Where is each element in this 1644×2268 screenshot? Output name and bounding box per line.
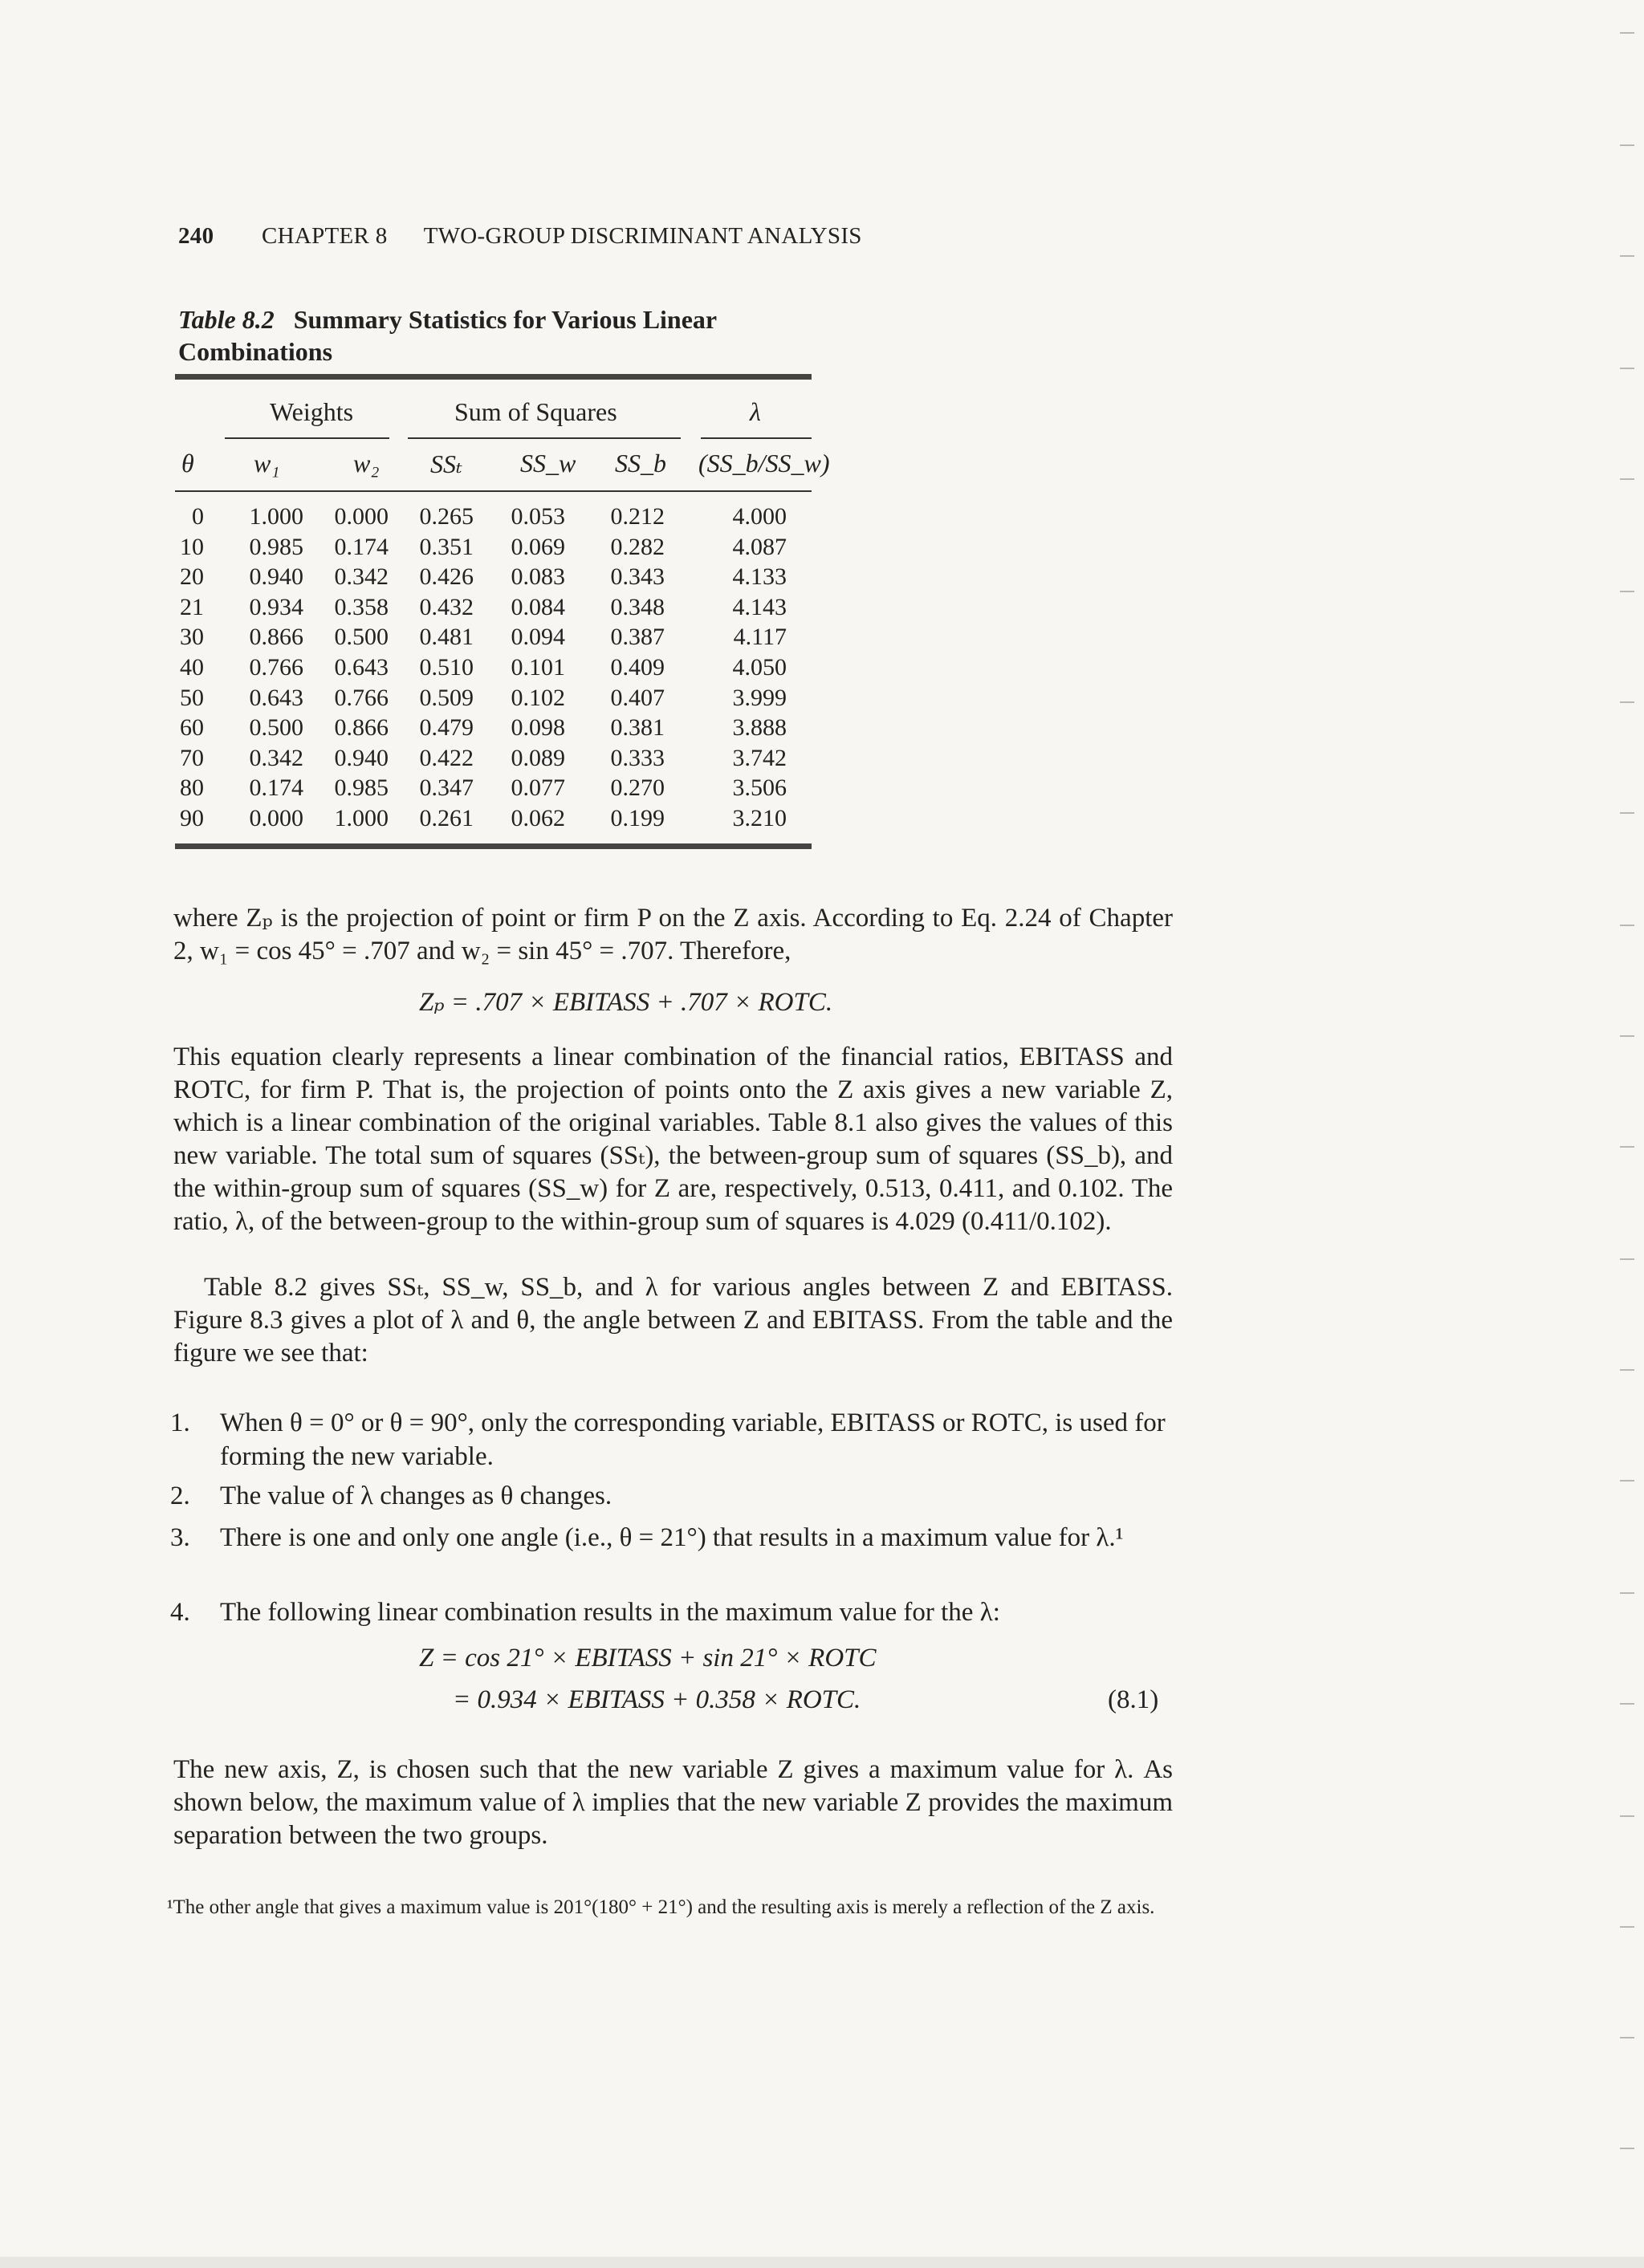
table-cell: 40 [180,653,204,681]
footnote: ¹The other angle that gives a maximum value is 201°(180° + 21°) and the resulting axis is merely a reflection of the Z axis. [167,1896,1155,1918]
table-cell: 0.083 [511,563,565,591]
table-cell: 0.381 [610,714,665,742]
table-cell: 10 [180,533,204,560]
col-w1: w₁ [254,449,280,478]
table-cell: 0.077 [511,774,565,802]
table-row [175,622,812,652]
table-cell: 1.000 [249,503,303,530]
table-cell: 21 [180,593,204,620]
table-row [175,713,812,743]
table-caption-text: Summary Statistics for Various Linear Combinations [178,305,717,366]
table-cell: 50 [180,684,204,711]
table-row [175,652,812,683]
col-w2: w₂ [353,449,380,478]
table-cell: 0.174 [249,774,303,802]
equation-max-line1: Z = cos 21° × EBITASS + sin 21° × ROTC [419,1644,877,1673]
table-cell: 0.432 [419,593,474,620]
table-cell: 0.102 [511,684,565,711]
table-row [175,803,812,834]
table-cell: 0.062 [511,804,565,831]
table-cell: 0.098 [511,714,565,742]
col-theta: θ [181,449,194,478]
table-cell: 3.999 [732,684,787,711]
equation-max-line2: = 0.934 × EBITASS + 0.358 × ROTC. [453,1685,861,1714]
table-group-header [175,380,812,437]
col-lambda-ratio: (SS_b/SS_w) [698,449,830,478]
equation-number: (8.1) [1108,1685,1159,1714]
table-column-header [175,437,830,490]
table-cell: 4.087 [732,533,787,560]
table-cell: 80 [180,774,204,802]
table-cell: 0.265 [419,503,474,530]
table-cell: 0.409 [610,653,665,681]
table-cell: 0.069 [511,533,565,560]
table-cell: 0.342 [249,744,303,771]
table-cell: 0.643 [249,684,303,711]
table-cell: 0.985 [249,533,303,560]
table-cell: 0.089 [511,744,565,771]
table-row [175,683,812,713]
table-caption [178,303,788,368]
table-cell: 0.282 [610,533,665,560]
table-cell: 0.000 [249,804,303,831]
table-cell: 0.500 [334,624,389,651]
table-cell: 0.348 [610,593,665,620]
table-cell: 70 [180,744,204,771]
table-cell: 3.506 [732,774,787,802]
table-row [175,502,812,532]
table-cell: 90 [180,804,204,831]
table-cell: 0.481 [419,624,474,651]
table-cell: 0.766 [334,684,389,711]
table-cell: 4.050 [732,653,787,681]
paragraph-linear-combination: This equation clearly represents a linear combination of the financial ratios, EBITASS and ROTC, for firm P. That is, the projection of points onto the Z axis gives a new variable Z, which is a linear combination of the original variables. Table 8.1 also gives the values of this new variable. The total sum of squares (SSₜ), the between-group sum of squares (SS_b), and the within-group sum of squares (SS_w) for Z are, respectively, 0.513, 0.411, and 0.102. The ratio, λ, of the between-group to the within-group sum of squares is 4.029 (0.411/0.102). [173,1043,1173,1236]
table-cell: 0.766 [249,653,303,681]
table-row [175,743,812,774]
table-cell: 4.117 [733,624,787,651]
table-cell: 0.347 [419,774,474,802]
table-cell: 0.358 [334,593,389,620]
col-ssw: SS_w [520,449,576,478]
table-cell: 0.094 [511,624,565,651]
paragraph-new-axis: The new axis, Z, is chosen such that the new variable Z gives a maximum value for λ. As shown below, the maximum value of λ implies that the new variable Z provides the maximum separation between the two groups. [173,1755,1173,1850]
table-body [175,492,812,843]
table-cell: 0.387 [610,624,665,651]
table-cell: 0.199 [610,804,665,831]
table-cell: 1.000 [334,804,389,831]
table-cell: 0.643 [334,653,389,681]
table-cell: 0.101 [511,653,565,681]
table-cell: 0.053 [511,503,565,530]
table-cell: 4.000 [732,503,787,530]
table-cell: 0.509 [419,684,474,711]
sum-of-squares-header: Sum of Squares [454,397,617,426]
table-cell: 4.133 [732,563,787,591]
document-page: 240 CHAPTER 8 TWO-GROUP DISCRIMINANT ANALYSIS Table 8.2 Summary Statistics for Various Linear Combinations Weights Sum of Squares λ θ w₁ w₂ SSₜ SS_w SS_b (SS_b/SS_w) 0 1.000 0.000 0.265 0.053 0.212 4.000 10 0.985 0.174 0.351 0.069 0.282 4.087 20 0.940 0.342 0.426 0.083 0.343 4.133 21 0.934 0.358 0.432 0.084 0.348 4.143 30 0.866 0.500 0.481 0.094 0.387 4.117 40 0.766 0.643 0.510 0.101 0.409 4.050 50 0.643 0.766 0.509 0.102 0.407 3.999 60 0.500 0.866 0.479 0.098 0.381 3.888 70 0.342 0.940 0.422 0.089 0.333 3.742 80 0.174 0.985 0.347 0.077 0.270 3.506 90 0.000 1.000 0.261 0.062 0.199 3.210 where Zₚ is the projection of point or firm P on the Z axis. According to Eq. 2.24 of Chapter 2, w₁ = cos 45° = .707 and w₂ = sin 45° = .707. Therefore, Zₚ = .707 × EBITASS + .707 × ROTC. This equation clearly represents a linear combination of the financial ratios, EBITASS and ROTC, for firm P. That is, the projection of points onto the Z axis gives a new variable Z, which is a linear combination of the original variables. Table 8.1 also gives the values of this new variable. The total sum of squares (SSₜ), the between-group sum of squares (SS_b), and the within-group sum of squares (SS_w) for Z are, respectively, 0.513, 0.411, and 0.102. The ratio, λ, of the between-group to the within-group sum of squares is 4.029 (0.411/0.102). Table 8.2 gives SSₜ, SS_w, SS_b, and λ for various angles between Z and EBITASS. Figure 8.3 gives a plot of λ and θ, the angle between Z and EBITASS. From the table and the figure we see that: 1. When θ = 0° or θ = 90°, only the corresponding variable, EBITASS or ROTC, is used for forming the new variable. 2. The value of λ changes as θ changes. 3. There is one and only one angle (i.e., θ = 21°) that results in a maximum value for λ.¹ 4. The following linear combination results in the maximum value for the λ: Z = cos 21° × EBITASS + sin 21° × ROTC = 0.934 × EBITASS + 0.358 × ROTC. (8.1) The new axis, Z, is chosen such that the new variable Z gives a maximum value for λ. As shown below, the maximum value of λ implies that the new variable Z provides the maximum separation between the two groups. ¹The other angle that gives a maximum value is 201°(180° + 21°) and the resulting axis is merely a reflection of the Z axis. [0,0,1644,2268]
table-cell: 0.940 [249,563,303,591]
table-cell: 0.934 [249,593,303,620]
table-cell: 3.742 [732,744,787,771]
table-row [175,532,812,563]
page-number: 240 [178,223,214,249]
table-cell: 0.426 [419,563,474,591]
table-cell: 0.343 [610,563,665,591]
equation-zp: Zₚ = .707 × EBITASS + .707 × ROTC. [419,988,833,1017]
table-cell: 0.940 [334,744,389,771]
table-cell: 0.270 [610,774,665,802]
table-cell: 0.351 [419,533,474,560]
table-row [175,592,812,623]
summary-table [175,374,830,849]
table-top-rule [175,374,812,380]
col-ssb: SS_b [615,449,666,478]
table-cell: 0.084 [511,593,565,620]
table-bottom-rule [175,843,812,849]
table-cell: 0.479 [419,714,474,742]
table-cell: 3.210 [732,804,787,831]
table-cell: 0.174 [334,533,389,560]
table-cell: 0.407 [610,684,665,711]
table-cell: 0.422 [419,744,474,771]
table-cell: 0.000 [334,503,389,530]
table-cell: 0.866 [334,714,389,742]
paragraph-projection: where Zₚ is the projection of point or firm P on the Z axis. According to Eq. 2.24 of Chapter 2, w₁ = cos 45° = .707 and w₂ = sin 45° = .707. Therefore, [173,904,1173,965]
table-cell: 0.333 [610,744,665,771]
table-cell: 30 [180,624,204,651]
table-cell: 0.500 [249,714,303,742]
scan-bottom-edge [0,2257,1644,2268]
table-cell: 3.888 [732,714,787,742]
table-label: Table 8.2 [178,305,275,334]
col-sst: SSₜ [430,449,462,478]
table-cell: 4.143 [732,593,787,620]
table-cell: 0.261 [419,804,474,831]
chapter-label: CHAPTER 8 [261,223,388,249]
table-cell: 20 [180,563,204,591]
table-cell: 0.212 [610,503,665,530]
table-row [175,773,812,803]
paragraph-table-summary: Table 8.2 gives SSₜ, SS_w, SS_b, and λ for various angles between Z and EBITASS. Figure 8.3 gives a plot of λ and θ, the angle between Z and EBITASS. From the table and the figure we see that: [173,1273,1173,1368]
weights-header: Weights [270,397,354,426]
table-cell: 0.342 [334,563,389,591]
table-cell: 0.985 [334,774,389,802]
scan-edge-marks [1596,0,1644,2268]
table-cell: 0 [192,503,204,530]
table-cell: 60 [180,714,204,742]
lambda-header: λ [750,397,761,426]
chapter-title: TWO-GROUP DISCRIMINANT ANALYSIS [423,223,862,249]
table-cell: 0.510 [419,653,474,681]
running-header [178,223,862,250]
table-row [175,562,812,592]
table-cell: 0.866 [249,624,303,651]
